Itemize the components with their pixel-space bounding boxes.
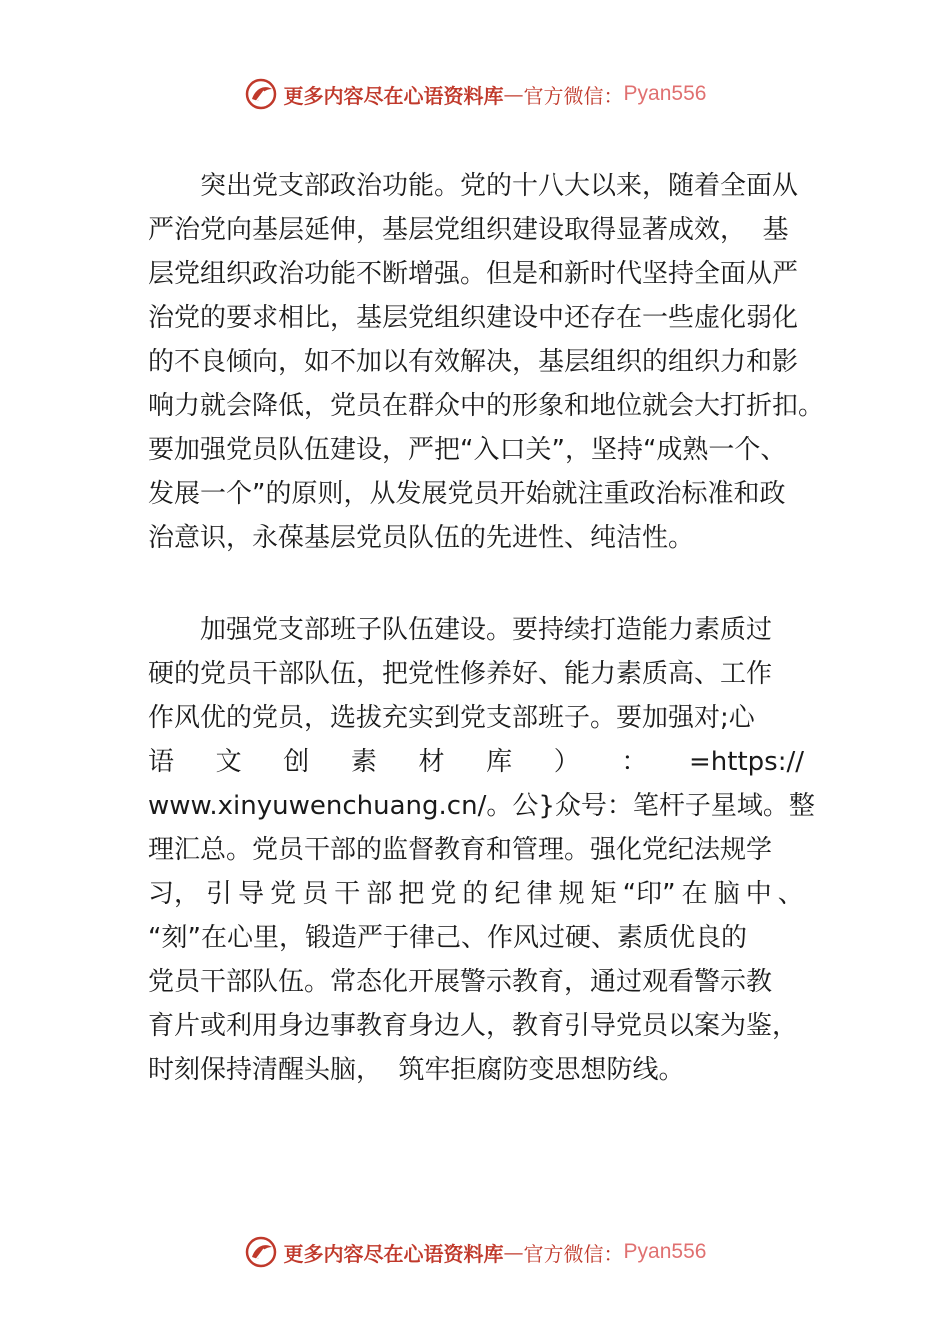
spread-token: 库 (486, 747, 513, 777)
paragraph-line: “刻”在心里，锻造严于律己、作风过硬、素质优良的 (148, 923, 747, 953)
spread-token: 中 (745, 879, 772, 909)
spread-token: 材 (418, 747, 445, 777)
spread-line (148, 872, 804, 916)
spread-token: 引 (206, 879, 233, 909)
brand-logo-icon (244, 1235, 278, 1269)
spread-line (148, 740, 804, 784)
spread-token: 素 (350, 747, 377, 777)
paragraph-line: 硬的党员干部队伍，把党性修养好、能力素质高、工作 (148, 659, 773, 689)
spread-token: 矩 (590, 879, 617, 909)
brand-logo-icon (244, 77, 278, 111)
paragraph-line: 发展一个”的原则，从发展党员开始就注重政治标准和政 (148, 479, 786, 509)
paragraph-line: 治党的要求相比，基层党组织建设中还存在一些虚化弱化 (148, 303, 799, 333)
footer-wechat-id: Pyan556 (623, 1240, 707, 1263)
paragraph-line: 要加强党员队伍建设，严把“入口关”，坚持“成熟一个、 (148, 435, 787, 465)
spread-token: ： (621, 747, 648, 777)
spread-token: ） (553, 747, 580, 777)
paragraph-1 (148, 164, 838, 560)
paragraph-line: www.xinyuwenchuang.cn/。公}众号：笔杆子星域。整 (148, 791, 815, 821)
spread-token: 律 (526, 879, 553, 909)
footer-dash: — (503, 1240, 524, 1264)
header-slogan: 更多内容尽在心语资料库 (283, 83, 504, 108)
spread-token: 创 (283, 747, 310, 777)
footer-wechat-label: 官方微信： (523, 1241, 624, 1266)
spread-token: 导 (238, 879, 265, 909)
paragraph-line: 的不良倾向，如不加以有效解决，基层组织的组织力和影 (148, 347, 799, 377)
header-wechat-label: 官方微信： (523, 83, 624, 108)
spread-token: 纪 (494, 879, 521, 909)
footer-slogan: 更多内容尽在心语资料库 (283, 1241, 504, 1266)
spread-token: 党 (270, 879, 297, 909)
paragraph-line: 突出党支部政治功能。党的十八大以来，随着全面从 (200, 171, 799, 201)
paragraph-line: 响力就会降低，党员在群众中的形象和地位就会大打折扣。 (148, 391, 825, 421)
paragraph-2 (148, 608, 838, 1092)
spread-token: 干 (334, 879, 361, 909)
spread-token: 文 (215, 747, 242, 777)
spread-token: 党 (430, 879, 457, 909)
spread-token: 脑 (713, 879, 740, 909)
paragraph-line: 严治党向基层延伸，基层党组织建设取得显著成效， 基 (148, 215, 789, 245)
spread-token: 习， (148, 879, 201, 909)
paragraph-line: 理汇总。党员干部的监督教育和管理。强化党纪法规学 (148, 835, 773, 865)
spread-token: 在 (681, 879, 708, 909)
paragraph-line: 层党组织政治功能不断增强。但是和新时代坚持全面从严 (148, 259, 799, 289)
paragraph-line: 加强党支部班子队伍建设。要持续打造能力素质过 (200, 615, 773, 645)
footer-banner (0, 1232, 950, 1272)
spread-token: 的 (462, 879, 489, 909)
header-dash: — (503, 82, 524, 106)
spread-token: =https:// (689, 747, 804, 777)
paragraph-line: 作风优的党员，选拔充实到党支部班子。要加强对;心 (148, 703, 755, 733)
spread-token: 员 (302, 879, 329, 909)
spread-token: “印” (622, 879, 676, 909)
spread-token: 、 (777, 879, 804, 909)
paragraph-line: 时刻保持清醒头脑， 筑牢拒腐防变思想防线。 (148, 1055, 685, 1085)
paragraph-line: 育片或利用身边事教育身边人，教育引导党员以案为鉴， (148, 1011, 799, 1041)
paragraph-line: 治意识，永葆基层党员队伍的先进性、纯洁性。 (148, 523, 695, 553)
spread-token: 语 (148, 747, 175, 777)
spread-token: 部 (366, 879, 393, 909)
spread-token: 规 (558, 879, 585, 909)
header-banner (0, 74, 950, 114)
spread-token: 把 (398, 879, 425, 909)
paragraph-line: 党员干部队伍。常态化开展警示教育，通过观看警示教 (148, 967, 773, 997)
header-wechat-id: Pyan556 (623, 82, 707, 105)
